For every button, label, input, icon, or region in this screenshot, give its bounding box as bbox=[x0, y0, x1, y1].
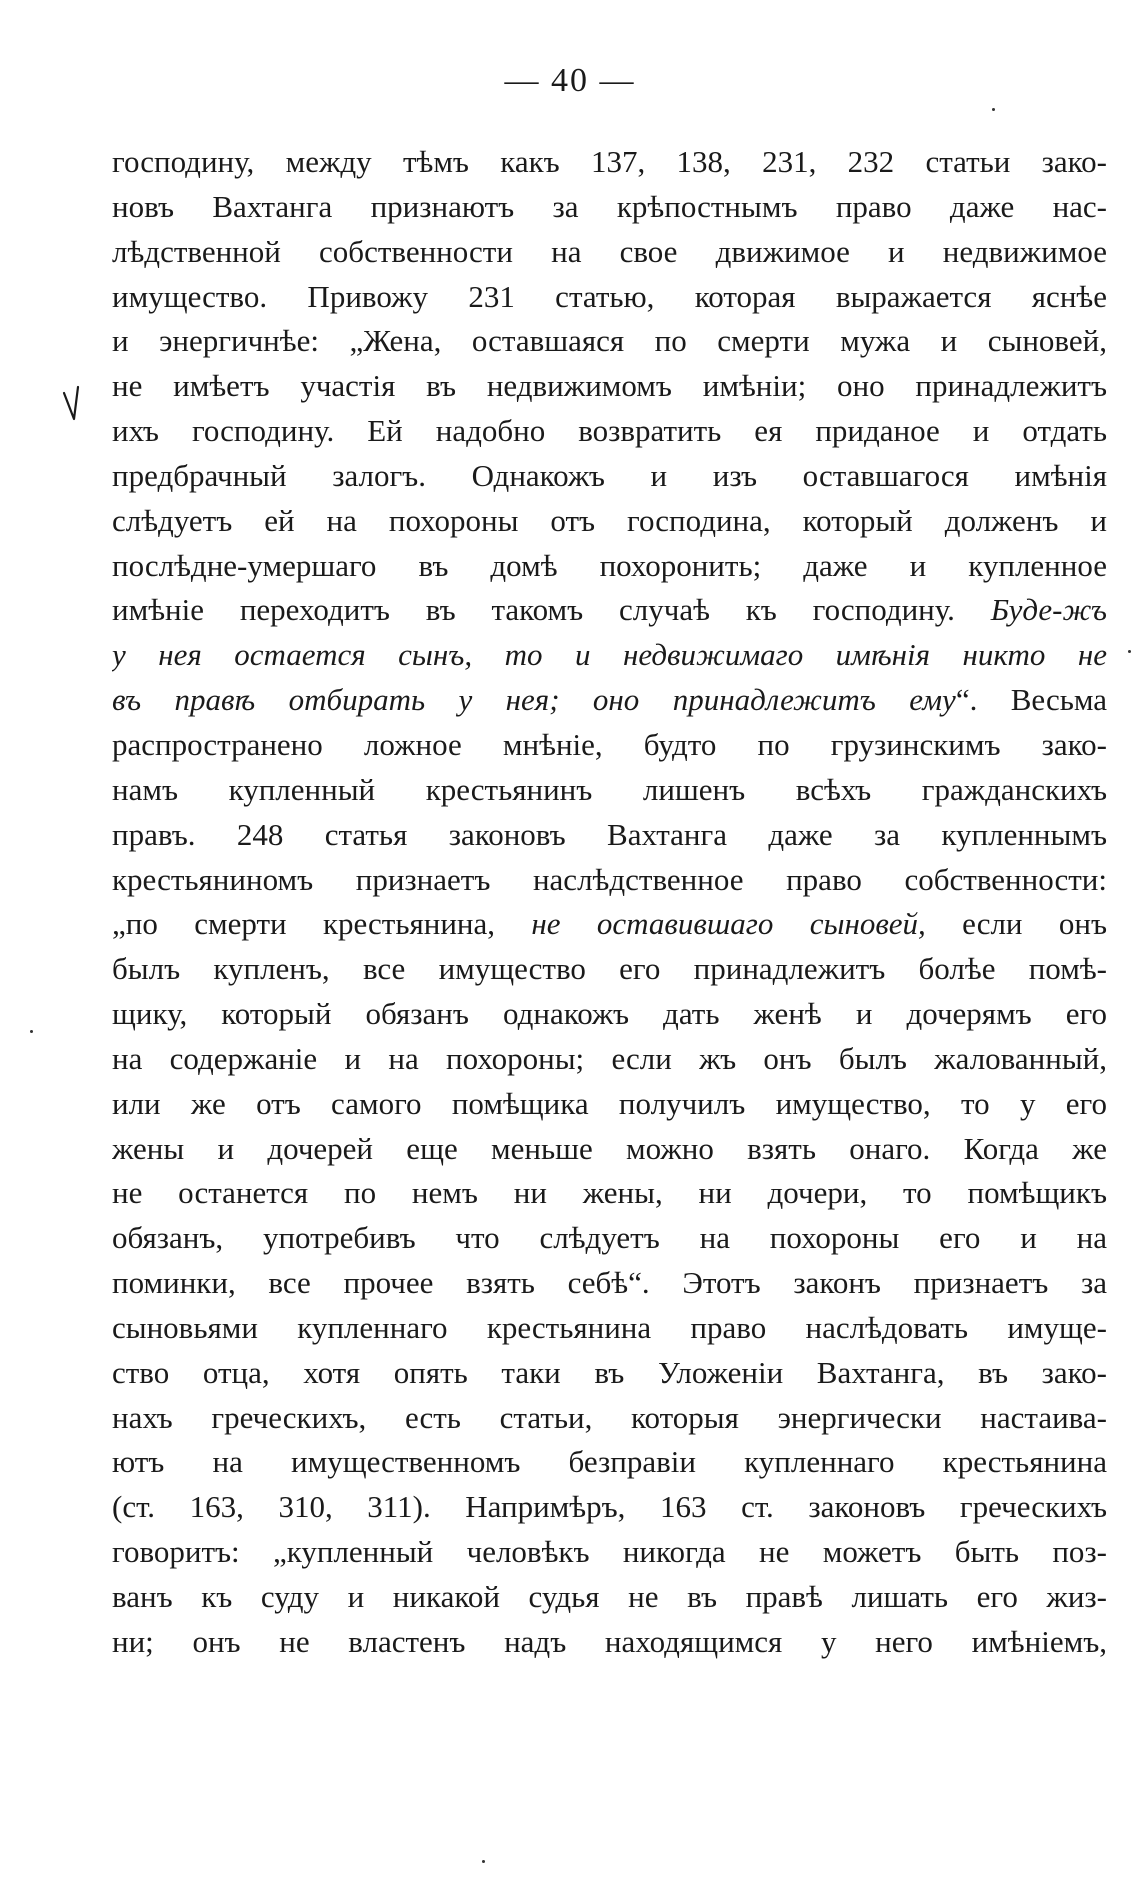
text-segment: не останется по немъ ни жены, ни дочери, то помѣщикъ bbox=[112, 1175, 1107, 1211]
text-segment: крестьяниномъ признаетъ наслѣдственное право собственности: bbox=[112, 861, 1107, 897]
text-line bbox=[112, 1575, 1107, 1620]
text-line bbox=[112, 633, 1107, 678]
text-segment: новъ Вахтанга признаютъ за крѣпостнымъ право даже нас- bbox=[112, 188, 1107, 224]
text-line bbox=[112, 1485, 1107, 1530]
text-line bbox=[112, 1351, 1107, 1396]
text-line bbox=[112, 409, 1107, 454]
text-line bbox=[112, 947, 1107, 992]
text-line bbox=[112, 140, 1107, 185]
text-segment: нахъ греческихъ, есть статьи, которыя энергически настаива- bbox=[112, 1399, 1107, 1435]
text-segment: былъ купленъ, все имущество его принадлежитъ болѣе помѣ- bbox=[112, 951, 1107, 987]
text-segment: обязанъ, употребивъ что слѣдуетъ на похороны его и на bbox=[112, 1220, 1107, 1256]
text-segment: ство отца, хотя опять таки въ Уложеніи Вахтанга, въ зако- bbox=[112, 1354, 1107, 1390]
text-line bbox=[112, 1216, 1107, 1261]
text-segment: распространено ложное мнѣніе, будто по грузинскимъ зако- bbox=[112, 726, 1107, 762]
text-segment: лѣдственной собственности на свое движимое и недвижимое bbox=[112, 233, 1107, 269]
text-line bbox=[112, 723, 1107, 768]
text-line bbox=[112, 454, 1107, 499]
text-segment: господину, между тѣмъ какъ 137, 138, 231, 232 статьи зако- bbox=[112, 144, 1107, 179]
text-segment: щику, который обязанъ однакожъ дать женѣ и дочерямъ его bbox=[112, 996, 1107, 1032]
text-segment: послѣдне-умершаго въ домѣ похоронить; даже и купленное bbox=[112, 547, 1107, 583]
italic-text-segment: Буде-жъ bbox=[990, 592, 1107, 628]
text-segment: “. Весьма bbox=[955, 682, 1107, 718]
text-line bbox=[112, 768, 1107, 813]
text-line bbox=[112, 1530, 1107, 1575]
ink-speck bbox=[482, 1860, 485, 1863]
handwritten-check-icon bbox=[60, 385, 90, 425]
text-line bbox=[112, 230, 1107, 275]
text-line bbox=[112, 588, 1107, 633]
text-segment: или же отъ самого помѣщика получилъ имущество, то у его bbox=[112, 1085, 1107, 1121]
italic-text-segment: въ правѣ отбирать у нея; оно принадлежитъ ему bbox=[112, 682, 956, 718]
text-segment: говоритъ: „купленный человѣкъ никогда не можетъ быть поз- bbox=[112, 1534, 1107, 1570]
ink-speck bbox=[1128, 650, 1131, 653]
text-segment: жены и дочерей еще меньше можно взять онаго. Когда же bbox=[112, 1130, 1107, 1166]
text-segment: ютъ на имущественномъ безправіи купленнаго крестьянина bbox=[112, 1444, 1107, 1480]
text-line bbox=[112, 992, 1107, 1037]
text-line bbox=[112, 858, 1107, 903]
text-line bbox=[112, 1082, 1107, 1127]
text-segment: ихъ господину. Ей надобно возвратить ея приданое и отдать bbox=[112, 413, 1107, 449]
ink-speck bbox=[992, 108, 995, 111]
text-line bbox=[112, 499, 1107, 544]
text-line bbox=[112, 364, 1107, 409]
italic-text-segment: не оставившаго сыновей, bbox=[531, 906, 926, 942]
text-line bbox=[112, 678, 1107, 723]
text-line bbox=[112, 1440, 1107, 1485]
text-line bbox=[112, 1171, 1107, 1216]
text-segment: имѣніе переходитъ въ такомъ случаѣ къ господину. bbox=[112, 592, 991, 628]
text-line bbox=[112, 185, 1107, 230]
text-segment: не имѣетъ участія въ недвижимомъ имѣніи; оно принадлежитъ bbox=[112, 368, 1107, 404]
text-segment: и энергичнѣе: „Жена, оставшаяся по смерти мужа и сыновей, bbox=[112, 323, 1107, 359]
text-segment: если онъ bbox=[925, 906, 1107, 942]
text-line bbox=[112, 1396, 1107, 1441]
text-segment: предбрачный залогъ. Однакожъ и изъ оставшагося имѣнія bbox=[112, 457, 1107, 493]
text-segment: сыновьями купленнаго крестьянина право наслѣдовать имуще- bbox=[112, 1309, 1107, 1345]
text-line bbox=[112, 1306, 1107, 1351]
italic-text-segment: у нея остается сынъ, то и недвижимаго имѣнія никто не bbox=[112, 637, 1107, 673]
text-segment: имущество. Привожу 231 статью, которая выражается яснѣе bbox=[112, 278, 1107, 314]
page-number: — 40 — bbox=[504, 62, 636, 99]
text-line bbox=[112, 544, 1107, 589]
text-line bbox=[112, 902, 1107, 947]
text-segment: правъ. 248 статья законовъ Вахтанга даже за купленнымъ bbox=[112, 816, 1107, 852]
ink-speck bbox=[30, 1030, 33, 1033]
text-segment: „по смерти крестьянина, bbox=[112, 906, 532, 942]
text-segment: (ст. 163, 310, 311). Напримѣръ, 163 ст. законовъ греческихъ bbox=[112, 1489, 1107, 1525]
text-line bbox=[112, 319, 1107, 364]
body-text bbox=[112, 140, 1107, 1665]
text-segment: на содержаніе и на похороны; если жъ онъ былъ жалованный, bbox=[112, 1040, 1107, 1076]
text-line bbox=[112, 1037, 1107, 1082]
text-line bbox=[112, 1127, 1107, 1172]
text-line bbox=[112, 813, 1107, 858]
text-line bbox=[112, 1620, 1107, 1665]
text-segment: поминки, все прочее взять себѣ“. Этотъ законъ признаетъ за bbox=[112, 1265, 1107, 1301]
text-segment: ни; онъ не властенъ надъ находящимся у него имѣніемъ, bbox=[112, 1623, 1107, 1659]
text-segment: намъ купленный крестьянинъ лишенъ всѣхъ гражданскихъ bbox=[112, 771, 1107, 807]
text-segment: ванъ къ суду и никакой судья не въ правѣ лишать его жиз- bbox=[112, 1579, 1107, 1614]
text-segment: слѣдуетъ ей на похороны отъ господина, который долженъ и bbox=[112, 502, 1107, 538]
text-line bbox=[112, 1261, 1107, 1306]
text-line bbox=[112, 275, 1107, 320]
